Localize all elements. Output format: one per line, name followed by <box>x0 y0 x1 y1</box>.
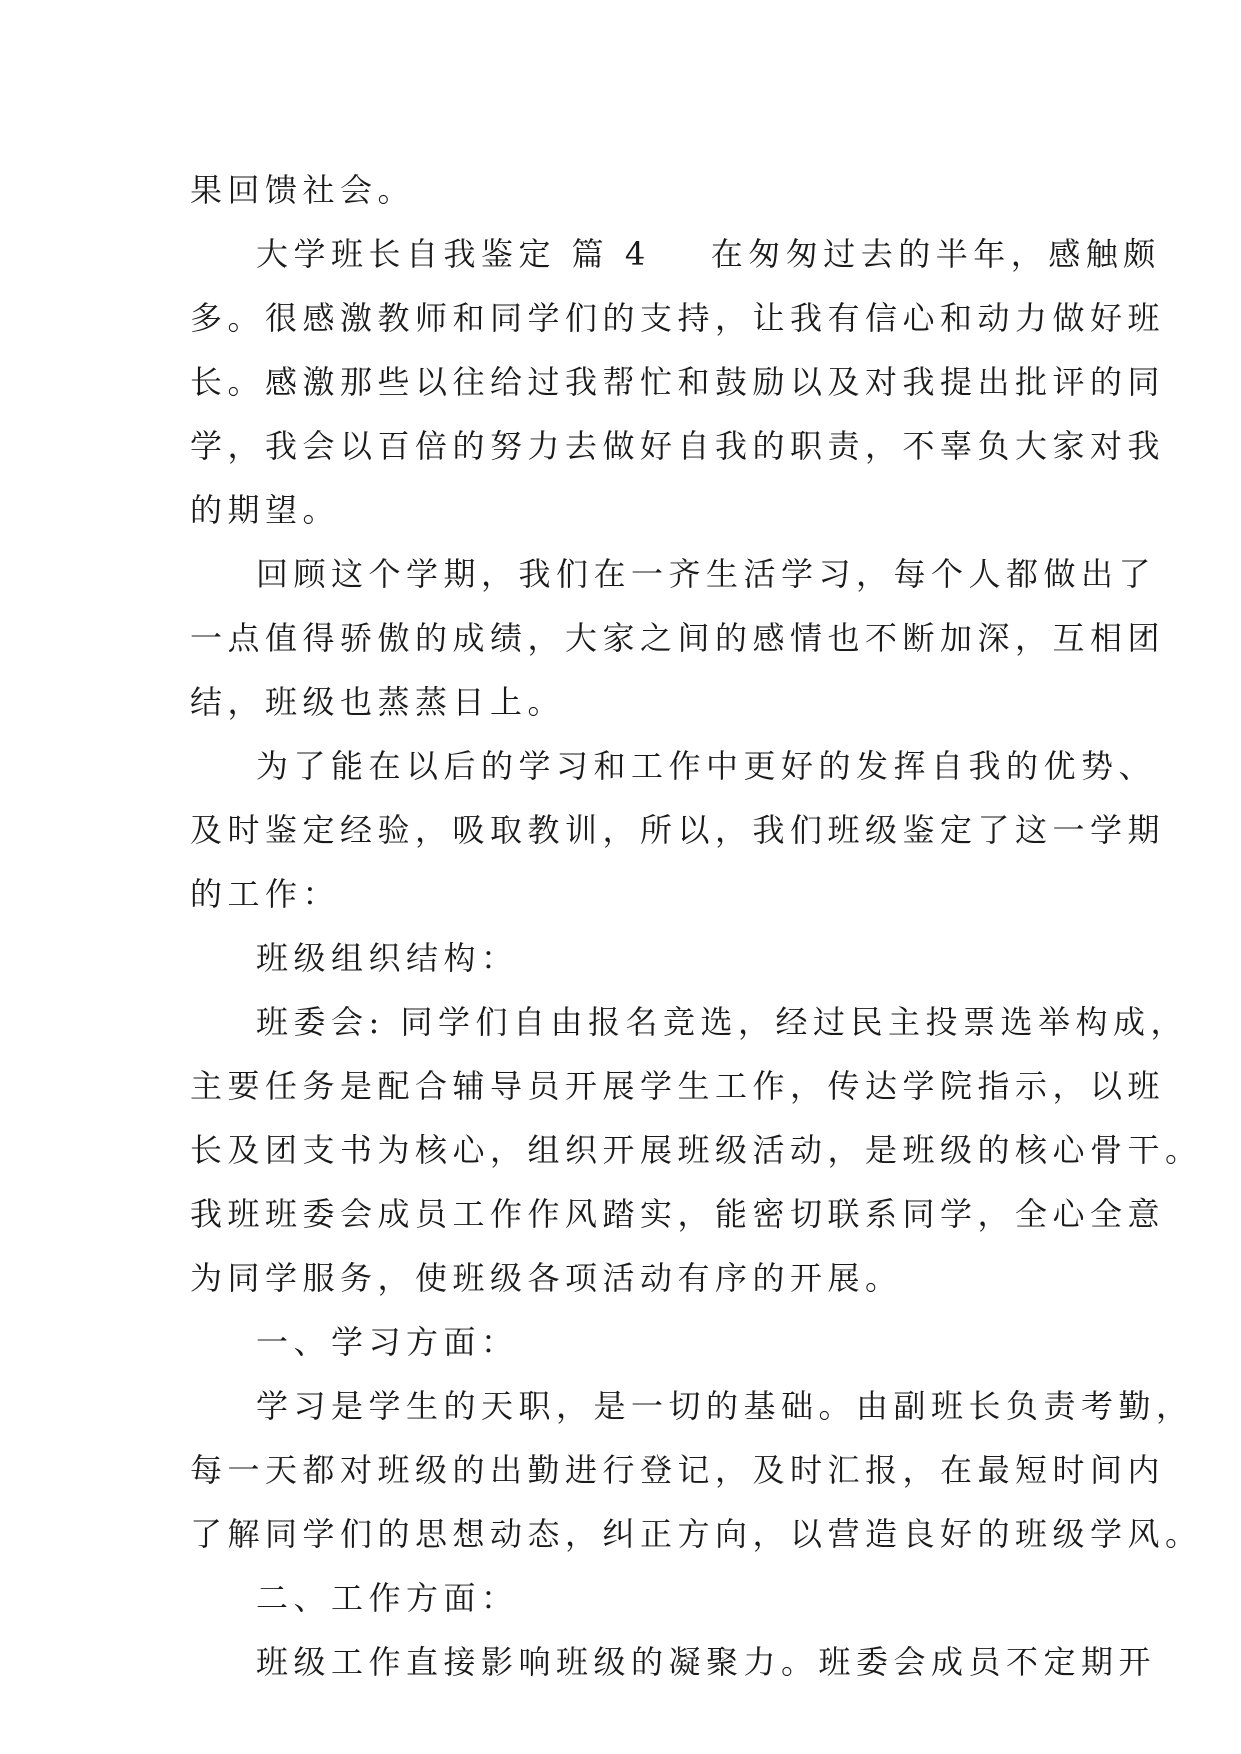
paragraph-line: 班级工作直接影响班级的凝聚力。班委会成员不定期开 <box>256 1643 1157 1681</box>
paragraph-line: 的期望。 <box>190 491 341 529</box>
paragraph-line: 长。感激那些以往给过我帮忙和鼓励以及对我提出批评的同 <box>190 363 1166 401</box>
paragraph-line: 回顾这个学期，我们在一齐生活学习，每个人都做出了 <box>256 555 1157 593</box>
section-heading: 二、工作方面： <box>256 1579 519 1617</box>
paragraph-line: 一点值得骄傲的成绩，大家之间的感情也不断加深，互相团 <box>190 619 1166 657</box>
section-heading: 班级组织结构： <box>256 939 519 977</box>
paragraph-line: 班委会: 同学们自由报名竞选，经过民主投票选举构成， <box>256 1003 1188 1041</box>
document-body <box>190 158 1203 1694</box>
paragraph-line: 学习是学生的天职，是一切的基础。由副班长负责考勤， <box>256 1387 1194 1425</box>
section-heading: 一、学习方面： <box>256 1323 519 1361</box>
paragraph-line: 长及团支书为核心，组织开展班级活动，是班级的核心骨干。 <box>190 1131 1203 1169</box>
paragraph-line: 果回馈社会。 <box>190 171 416 209</box>
paragraph-line: 及时鉴定经验，吸取教训，所以，我们班级鉴定了这一学期 <box>190 811 1166 849</box>
paragraph-line: 的工作： <box>190 875 341 913</box>
paragraph-line: 多。很感激教师和同学们的支持，让我有信心和动力做好班 <box>190 299 1166 337</box>
paragraph-line: 结，班级也蒸蒸日上。 <box>190 683 566 721</box>
paragraph-line: 了解同学们的思想动态，纠正方向，以营造良好的班级学风。 <box>190 1515 1203 1553</box>
paragraph-line: 我班班委会成员工作作风踏实，能密切联系同学，全心全意 <box>190 1195 1166 1233</box>
paragraph-line: 为同学服务，使班级各项活动有序的开展。 <box>190 1259 903 1297</box>
paragraph-line: 为了能在以后的学习和工作中更好的发挥自我的优势、 <box>256 747 1157 785</box>
paragraph-line: 每一天都对班级的出勤进行登记，及时汇报，在最短时间内 <box>190 1451 1166 1489</box>
paragraph-text: 在匆匆过去的半年，感触颇 <box>710 235 1161 273</box>
paragraph-line: 学，我会以百倍的努力去做好自我的职责，不辜负大家对我 <box>190 427 1166 465</box>
paragraph-line-heading <box>190 222 1161 286</box>
paragraph-line: 主要任务是配合辅导员开展学生工作，传达学院指示，以班 <box>190 1067 1166 1105</box>
section-heading: 大学班长自我鉴定 篇 4 <box>256 235 651 273</box>
